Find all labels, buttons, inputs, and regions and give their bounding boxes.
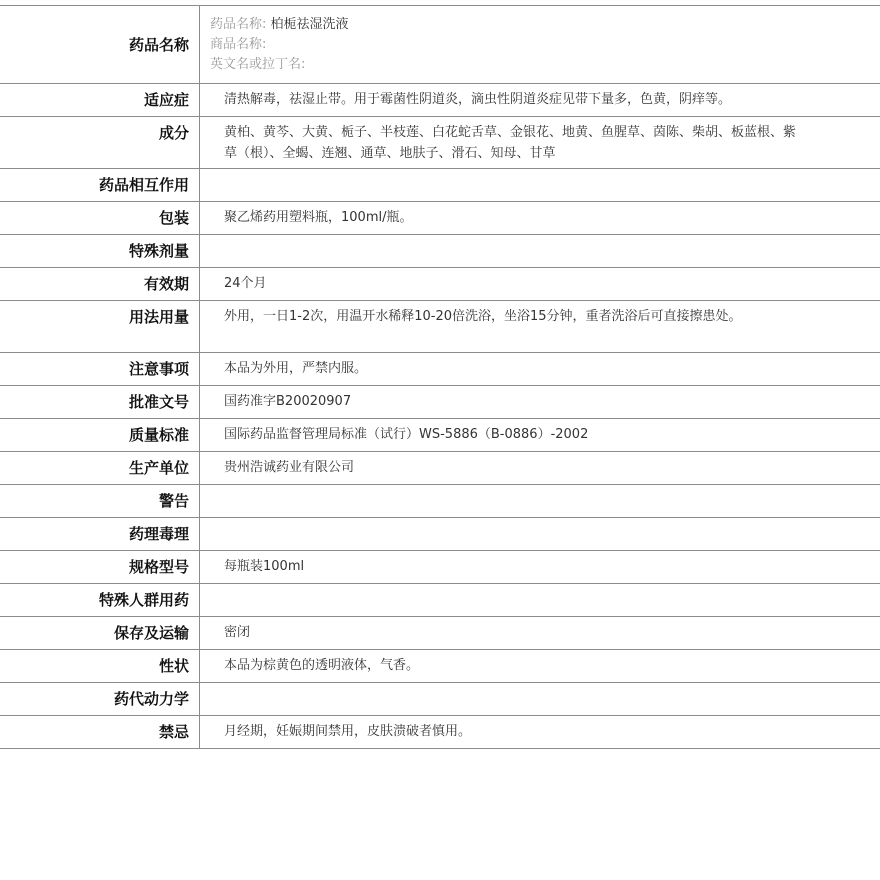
row-quality-standard [0,419,880,452]
trade-name-line [210,35,800,55]
english-name-line [210,55,800,75]
row-label: 药代动力学 [0,683,200,715]
generic-name-line [210,15,800,35]
row-value: 本品为外用，严禁内服。 [224,361,368,376]
english-name-key: 英文名或拉丁名: [210,57,306,72]
row-value: 聚乙烯药用塑料瓶，100ml/瓶。 [224,210,413,225]
row-special-dosage [0,235,880,268]
row-packaging [0,202,880,235]
row-value [200,485,880,517]
generic-name-key: 药品名称: [210,17,267,32]
row-interactions [0,169,880,202]
row-value [200,169,880,201]
generic-name-value: 柏栀祛湿洗液 [270,17,349,32]
row-value: 外用，一日1-2次，用温开水稀释10-20倍洗浴，坐浴15分钟，重者洗浴后可直接擦患处。 [224,309,742,324]
row-pharmacology [0,518,880,551]
row-label: 特殊人群用药 [0,584,200,616]
row-appearance [0,650,880,683]
row-usage-dosage [0,301,880,353]
row-specification [0,551,880,584]
row-label: 成分 [0,117,200,168]
row-contraindications [0,716,880,749]
row-value: 每瓶装100ml [224,559,305,574]
row-label: 生产单位 [0,452,200,484]
row-label: 禁忌 [0,716,200,748]
row-value: 黄柏、黄芩、大黄、栀子、半枝莲、白花蛇舌草、金银花、地黄、鱼腥草、茵陈、柴胡、板蓝根、紫草（根）、全蝎、连翘、通草、地肤子、滑石、知母、甘草 [224,125,797,161]
row-value: 本品为棕黄色的透明液体，气香。 [224,658,420,673]
row-label: 适应症 [0,84,200,116]
row-label: 注意事项 [0,353,200,385]
row-ingredients [0,117,880,169]
row-label: 保存及运输 [0,617,200,649]
row-shelf-life [0,268,880,301]
row-label: 批准文号 [0,386,200,418]
row-value [200,683,880,715]
row-label: 规格型号 [0,551,200,583]
row-label: 药品相互作用 [0,169,200,201]
row-value: 贵州浩诚药业有限公司 [224,460,355,475]
row-value: 月经期，妊娠期间禁用，皮肤溃破者慎用。 [224,724,472,739]
row-label: 质量标准 [0,419,200,451]
row-label: 药品名称 [0,6,200,83]
row-drug-name [0,6,880,84]
row-label: 有效期 [0,268,200,300]
row-indications [0,84,880,117]
drug-name-block [200,6,880,83]
row-value: 国药准字B20020907 [224,394,352,409]
row-manufacturer [0,452,880,485]
drug-info-table [0,5,880,749]
row-value: 24个月 [224,276,267,291]
row-value: 密闭 [224,625,251,640]
row-warning [0,485,880,518]
trade-name-key: 商品名称: [210,37,267,52]
row-storage [0,617,880,650]
row-pharmacokinetics [0,683,880,716]
row-label: 用法用量 [0,301,200,352]
row-label: 包装 [0,202,200,234]
row-approval-number [0,386,880,419]
row-value [200,584,880,616]
row-label: 警告 [0,485,200,517]
row-value [200,235,880,267]
row-value [200,518,880,550]
row-value: 清热解毒，祛湿止带。用于霉菌性阴道炎，滴虫性阴道炎症见带下量多，色黄，阴痒等。 [224,92,732,107]
row-value: 国际药品监督管理局标准（试行）WS-5886（B-0886）-2002 [224,427,589,442]
row-label: 特殊剂量 [0,235,200,267]
row-precautions [0,353,880,386]
row-label: 药理毒理 [0,518,200,550]
row-label: 性状 [0,650,200,682]
row-special-populations [0,584,880,617]
